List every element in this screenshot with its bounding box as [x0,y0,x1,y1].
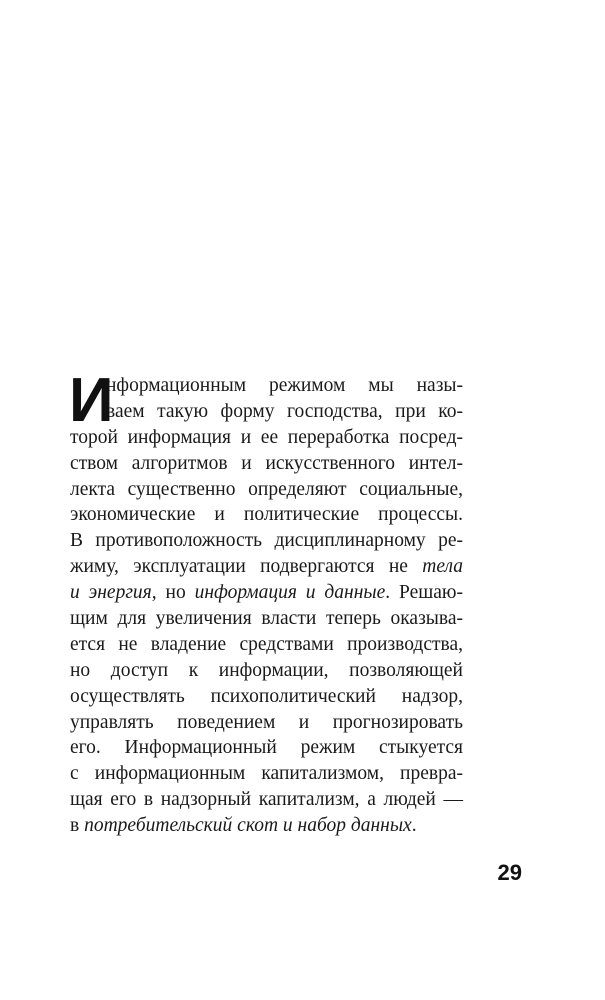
page-number: 29 [497,860,522,885]
text-run: лекта существенно определяют социальные, [70,478,463,500]
text-run: управлять поведением и прогнозировать [70,711,463,733]
text-run: экономические и политические процессы. [70,504,463,526]
italic-text: информация и данные [194,582,386,604]
text-run: . [411,815,417,837]
text-line [70,658,463,684]
text-line [70,632,463,658]
text-run: нформационным режимом мы назы- [106,375,463,396]
text-run: с информационным капитализмом, превра- [70,763,463,785]
text-run: В противоположность дисциплинарному ре- [70,530,463,552]
text-run: осуществлять психополитический надзор, [70,685,463,707]
text-run: ваем такую форму господства, при ко- [106,400,463,422]
text-line [70,761,463,787]
drop-cap-letter: И [69,366,114,435]
text-run: ством алгоритмов и искусственного интел- [70,452,463,474]
italic-text: тела [422,556,463,578]
text-run: щим для увеличения власти теперь оказыва- [70,608,463,630]
text-run: щая его в надзорный капитализм, а людей — [70,789,463,811]
text-line [70,684,463,710]
text-run: ется не владение средствами производства, [70,633,463,655]
body-paragraph [69,366,463,839]
italic-text: и энергия [70,582,152,604]
text-line [70,710,463,736]
text-line [70,373,463,399]
text-line [70,451,463,477]
text-line [70,528,463,554]
text-run: но доступ к информации, позволяющей [70,659,463,681]
text-line [70,425,463,451]
text-run: , но [151,582,195,604]
text-line [70,813,463,839]
text-line [70,554,463,580]
paragraph-lines [69,366,463,839]
text-line [70,580,463,606]
text-run: его. Информационный режим стыкуется [70,737,463,759]
italic-text: потребительский скот и набор данных [84,815,412,837]
text-run: торой информация и ее переработка посред- [70,426,463,448]
text-line [70,502,463,528]
text-run: . Решаю- [385,582,463,604]
text-line [70,735,463,761]
text-line [70,606,463,632]
text-line [70,477,463,503]
text-run: жиму, эксплуатации подвергаются не [70,556,423,578]
text-run: в [70,815,85,837]
text-line [70,787,463,813]
text-line [70,399,463,425]
